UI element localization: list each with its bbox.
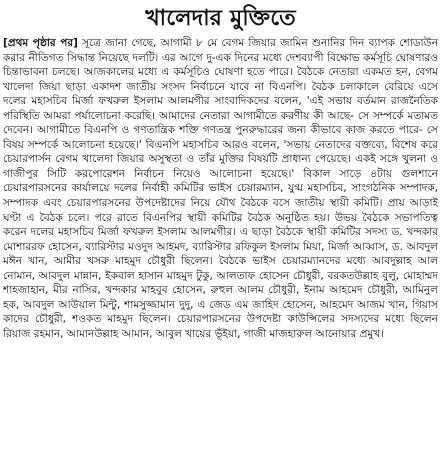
continuation-label: [প্রথম পৃষ্ঠার পর] — [3, 37, 78, 49]
article-body — [3, 36, 438, 460]
article-paragraph — [3, 36, 438, 341]
article-paragraph-text: সূত্রে জানা গেছে, আগামী ৮ মে বেগম জিয়ার জামিন শুনানির দিন ব্যাপক শোডাউন করার নীতিগত সিদ্ধান্ত নিয়েছে দলটি। এর আগে দু-এক দিনের মধ্যে দেশব্যাপী বিক্ষোভ কর্মসূচি ঘোষণারও চিন্তাভাবনা চলছে। আজকালের মধ্যে এ কর্মসূচিও ঘোষণা হতে পারে। বৈঠকে নেতারা একমত হন, বেগম খালেদা জিয়া ছাড়া একাদশ জাতীয় সংসদ নির্বাচনে যাবে না বিএনপি। বৈঠক চলাকালে বেরিয়ে এসে দলের মহাসচিব মির্জা ফখরুল ইসলাম আলমগীর সাংবাদিকদের বলেন, 'এই সভায় বর্তমান রাজনৈতিক পরিস্থিতি আমরা পর্যালোচনা করেছি। আমাদের নেতারা আগামীতে করণীয় কী আছে- সে সম্পর্কে মতামত দেবেন। আগামীতে বিএনপি ও গণতান্ত্রিক শক্তি গণতন্ত্র পুনরুদ্ধারের জন্য কীভাবে কাজ করতে পারে- সে বিষয় সম্পর্কে আলোচনা হয়েছে।' বিএনপি মহাসচিব আরও বলেন, 'সভায় নেতাদের বক্তব্যে, বিশেষ করে চেয়ারপার্সন বেগম খালেদা জিয়ার অসুস্থতা ও তাঁর মুক্তির বিষয়টি প্রাধান্য পেয়েছে। একই সঙ্গে খুলনা ও গাজীপুর সিটি করপোরেশন নির্বাচন নিয়েও আলোচনা হয়েছে।' বিকাল সাড়ে ৪টায় গুলশানে চেয়ারপারসনের কার্যালয়ে দলের নির্বাহী কমিটির ভাইস চেয়ারম্যান, যুগ্ম মহাসচিব, সাংগঠনিক সম্পাদক, সম্পাদক এবং চেয়ারপারসনের উপদেষ্টাদের নিয়ে যৌথ বৈঠকে বসে জাতীয় স্থায়ী কমিটি। প্রায় আড়াই ঘণ্টা এ বৈঠক চলে। পরে রাতে বিএনপির স্থায়ী কমিটির বৈঠক অনুষ্ঠিত হয়। উভয় বৈঠকে সভাপতিত্ব করেন দলের মহাসচিব মির্জা ফখরুল ইসলাম আলমগীর। এ ছাড়া বৈঠকে স্থায়ী কমিটির সদস্য ড. খন্দকার মোশাররফ হোসেন, ব্যারিস্টার মওদুদ আহমদ, ব্যারিস্টার রফিকুল ইসলাম মিয়া, মির্জা আব্বাস, ড. আবদুল মঈন খান, আমীর খসরু মাহমুদ চৌধুরী ছিলেন। বৈঠকে ভাইস চেয়ারম্যানদের মধ্যে আবদুল্লাহ আল নোমান, আবদুল মান্নান, ইকবাল হাসান মাহমুদ টুকু, আলতাফ হোসেন চৌধুরী, বরকতউল্লাহ বুলু, মোহাম্মদ শাহজাহান, মীর নাসির, খন্দকার মাহবুব হোসেন, রুহুল আলম চৌধুরী, ইনাম আহমেদ চৌধুরী, আমিনুল হক, আবদুল আউয়াল মিন্টু, শামসুজ্জামান দুদু, এ জেড এম জাহিদ হোসেন, আহমেদ আজম খান, গিয়াস কাদের চৌধুরী, শওকত মাহমুদ ছিলেন। চেয়ারপারসনের উপদেষ্টা কাউন্সিলের সদস্যদের মধ্যে ছিলেন রিয়াজ রহমান, আমানউল্লাহ আমান, আবুল খায়ের ভূঁইয়া, গাজী মাজহারুল আনোয়ার প্রমুখ। — [3, 37, 438, 340]
article-headline: খালেদার মুক্তিতে — [145, 6, 296, 31]
